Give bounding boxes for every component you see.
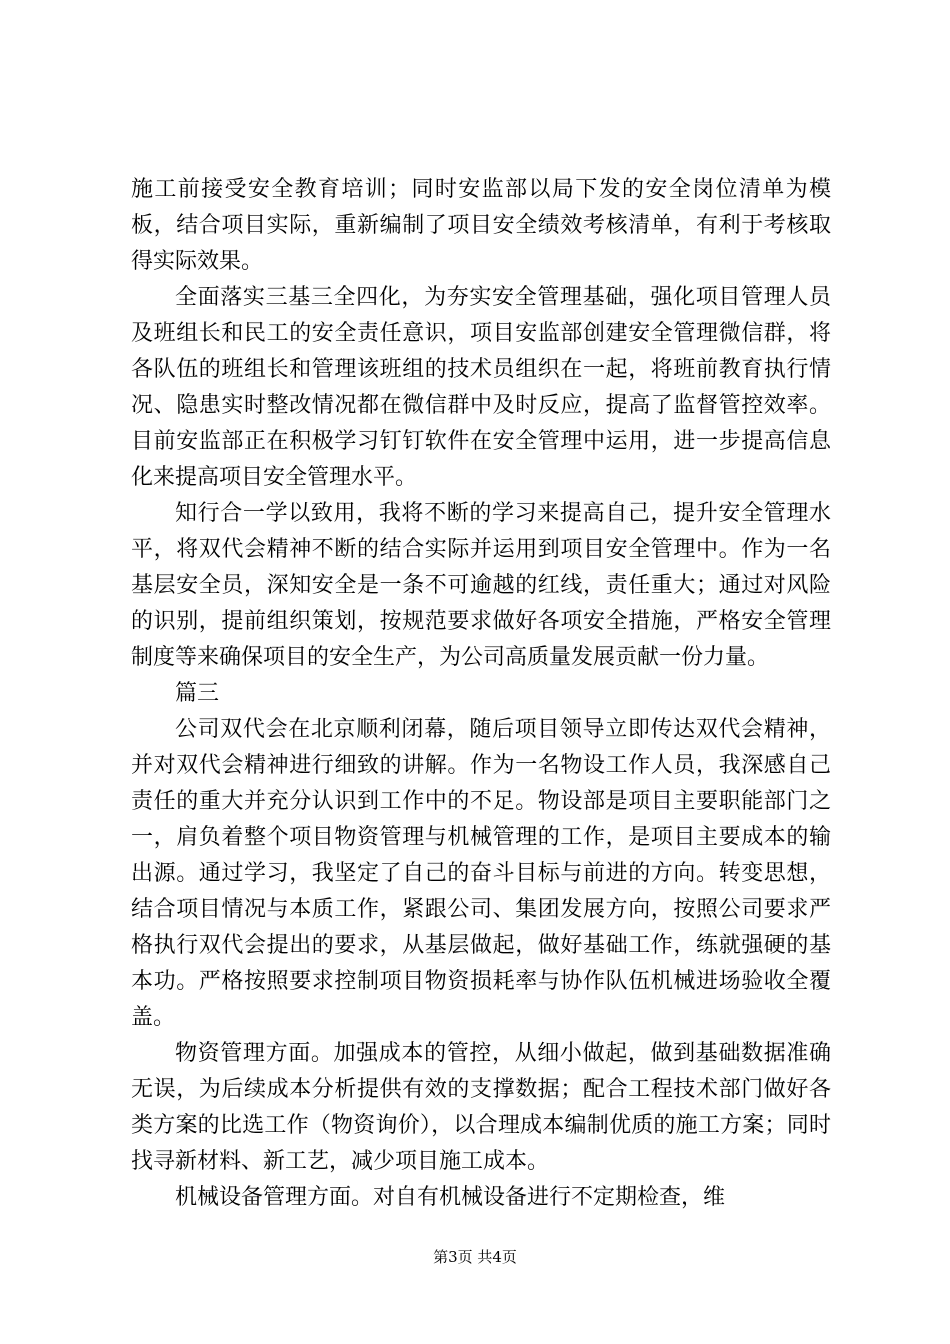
paragraph: 知行合一学以致用，我将不断的学习来提高自己，提升安全管理水平，将双代会精神不断的结合实际并运用到项目安全管理中。作为一名基层安全员，深知安全是一条不可逾越的红线，责任重大；通过对风险的识别，提前组织策划，按规范要求做好各项安全措施，严格安全管理制度等来确保项目的安全生产，为公司高质量发展贡献一份力量。 — [131, 501, 831, 670]
page-number-footer: 第3页 共4页 — [433, 1248, 517, 1266]
paragraph: 物资管理方面。加强成本的管控，从细小做起，做到基础数据准确无误，为后续成本分析提供有效的支撑数据；配合工程技术部门做好各类方案的比选工作（物资询价），以合理成本编制优质的施工方案；同时找寻新材料、新工艺，减少项目施工成本。 — [131, 1041, 831, 1174]
section-heading: 篇三 — [175, 681, 220, 706]
paragraph: 公司双代会在北京顺利闭幕，随后项目领导立即传达双代会精神，并对双代会精神进行细致的讲解。作为一名物设工作人员，我深感自己责任的重大并充分认识到工作中的不足。物设部是项目主要职能部门之一，肩负着整个项目物资管理与机械管理的工作，是项目主要成本的输出源。通过学习，我坚定了自己的奋斗目标与前进的方向。转变思想，结合项目情况与本质工作，紧跟公司、集团发展方向，按照公司要求严格执行双代会提出的要求，从基层做起，做好基础工作，练就强硬的基本功。严格按照要求控制项目物资损耗率与协作队伍机械进场验收全覆盖。 — [131, 717, 831, 1030]
paragraph: 施工前接受安全教育培训；同时安监部以局下发的安全岗位清单为模板，结合项目实际，重新编制了项目安全绩效考核清单，有利于考核取得实际效果。 — [131, 177, 831, 274]
paragraph: 机械设备管理方面。对自有机械设备进行不定期检查，维 — [175, 1185, 726, 1210]
document-body — [131, 172, 831, 1216]
paragraph: 全面落实三基三全四化，为夯实安全管理基础，强化项目管理人员及班组长和民工的安全责任意识，项目安监部创建安全管理微信群，将各队伍的班组长和管理该班组的技术员组织在一起，将班前教育执行情况、隐患实时整改情况都在微信群中及时反应，提高了监督管控效率。目前安监部正在积极学习钉钉软件在安全管理中运用，进一步提高信息化来提高项目安全管理水平。 — [131, 285, 831, 490]
